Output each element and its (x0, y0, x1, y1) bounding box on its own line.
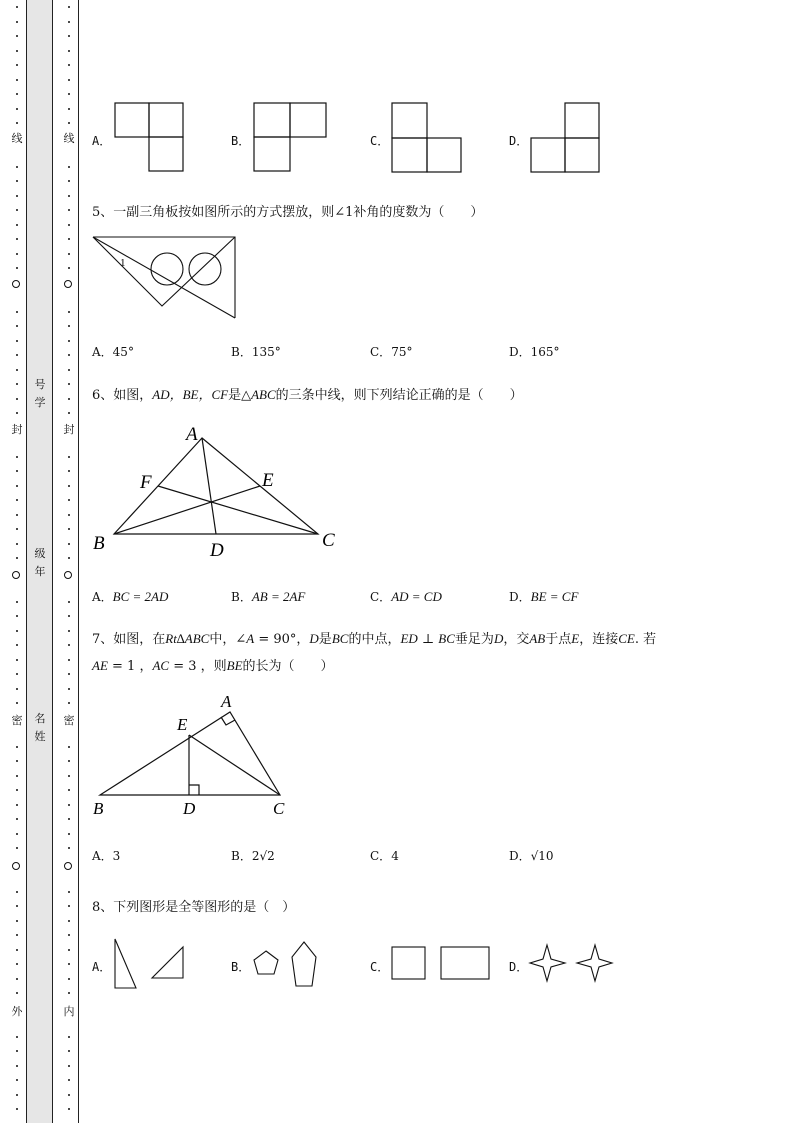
binding-dot (68, 557, 70, 559)
binding-dot (68, 543, 70, 545)
binding-dot (16, 1079, 18, 1081)
q8-option-d-label: D． (509, 960, 529, 974)
inner-char-nei: 内 (63, 1005, 75, 1018)
q4-option-c-figure (391, 102, 463, 174)
outer-circle-3 (12, 862, 20, 870)
q7-point-c: C (273, 799, 285, 818)
binding-dot (16, 485, 18, 487)
binding-dot (16, 195, 18, 197)
binding-dot (16, 166, 18, 168)
binding-dot (68, 630, 70, 632)
binding-dot (68, 847, 70, 849)
binding-dot (68, 166, 70, 168)
binding-dot (16, 238, 18, 240)
q7-point-e: E (177, 715, 188, 734)
binding-dot (16, 949, 18, 951)
field-grade: 级年 (34, 547, 46, 578)
q5-text: 5、一副三角板按如图所示的方式摆放，则∠1补角的度数为（ ） (92, 205, 484, 220)
binding-dot (16, 963, 18, 965)
binding-dot (16, 50, 18, 52)
binding-dot (68, 934, 70, 936)
outer-circle-1 (12, 280, 20, 288)
binding-dot (68, 1108, 70, 1110)
binding-dot (68, 195, 70, 197)
binding-dot (16, 369, 18, 371)
q6-option-c: C．AD = CD (370, 589, 442, 604)
binding-dot (68, 833, 70, 835)
q4-option-b-figure (253, 102, 329, 174)
binding-dot (16, 1108, 18, 1110)
binding-dot (16, 673, 18, 675)
binding-dot (68, 963, 70, 965)
binding-dot (16, 35, 18, 37)
binding-dot (68, 818, 70, 820)
binding-dot (68, 644, 70, 646)
binding-dot (16, 1065, 18, 1067)
q7-option-a: A．3 (92, 849, 121, 863)
binding-dot (68, 688, 70, 690)
inner-circle-1 (64, 280, 72, 288)
binding-dot (16, 833, 18, 835)
inner-circle-3 (64, 862, 72, 870)
q6-option-b: B．AB = 2AF (231, 589, 306, 604)
binding-dot (68, 920, 70, 922)
q7-option-d: D．√10 (509, 849, 554, 863)
outer-char-xian: 线 (11, 132, 23, 145)
q6-option-d: D．BE = CF (509, 589, 579, 604)
binding-dot (68, 1065, 70, 1067)
q7-text-line-2: AE = 1 ，AC = 3 ，则BE的长为（ ） (92, 658, 334, 674)
q8-option-d-figure (529, 944, 615, 984)
q4-option-b-label: B． (231, 134, 251, 148)
binding-dot (68, 224, 70, 226)
binding-dot (68, 760, 70, 762)
binding-dot (68, 949, 70, 951)
q4-option-d-label: D． (509, 134, 529, 148)
binding-dot (16, 267, 18, 269)
binding-dot (16, 818, 18, 820)
q6-point-c: C (322, 530, 335, 551)
q6-point-e: E (262, 470, 274, 491)
q7-text-line-1: 7、如图，在Rt∆ABC中，∠A = 90°，D是BC的中点，ED ⊥ BC垂足为D，交AB于点E，连接CE. 若 (92, 631, 657, 647)
q6-point-b: B (93, 533, 105, 554)
binding-dot (16, 992, 18, 994)
q8-option-b-figure (252, 940, 324, 988)
outer-char-wai: 外 (11, 1005, 23, 1018)
binding-dot (68, 514, 70, 516)
binding-dot (16, 1036, 18, 1038)
inner-char-xian: 线 (63, 132, 75, 145)
q7-point-d: D (183, 799, 196, 818)
binding-dot (68, 746, 70, 748)
q7-figure-right-triangle (92, 690, 297, 818)
binding-dot (68, 122, 70, 124)
binding-dot (68, 79, 70, 81)
inner-cut-line (78, 0, 79, 1123)
binding-dot (16, 746, 18, 748)
inner-circle-2 (64, 571, 72, 579)
binding-dot (68, 702, 70, 704)
binding-dot (68, 209, 70, 211)
q8-option-a-label: A． (92, 960, 112, 974)
binding-dot (68, 775, 70, 777)
binding-dot (68, 659, 70, 661)
inner-char-mi: 密 (63, 714, 75, 727)
binding-dot (68, 311, 70, 313)
binding-dot (68, 267, 70, 269)
binding-dot (16, 64, 18, 66)
binding-dot (16, 108, 18, 110)
binding-dot (68, 1036, 70, 1038)
binding-dot (16, 412, 18, 414)
binding-dot (68, 21, 70, 23)
binding-dot (68, 253, 70, 255)
binding-dot (16, 789, 18, 791)
outer-char-mi: 密 (11, 714, 23, 727)
binding-dot (68, 35, 70, 37)
q5-option-c: C．75° (370, 345, 413, 359)
binding-dot (16, 601, 18, 603)
binding-dot (16, 891, 18, 893)
q8-option-b-label: B． (231, 960, 251, 974)
binding-dot (68, 238, 70, 240)
binding-dot (68, 615, 70, 617)
binding-dot (68, 528, 70, 530)
binding-dot (16, 340, 18, 342)
binding-dot (68, 412, 70, 414)
q6-figure-medians (92, 420, 352, 565)
binding-dot (16, 978, 18, 980)
q8-option-a-figure (113, 938, 187, 990)
binding-dot (68, 1094, 70, 1096)
binding-dot (68, 992, 70, 994)
binding-dot (68, 1079, 70, 1081)
q4-option-d-figure (530, 102, 602, 174)
binding-dot (68, 180, 70, 182)
binding-dot (16, 659, 18, 661)
binding-dot (16, 905, 18, 907)
binding-dot (16, 543, 18, 545)
binding-dot (68, 499, 70, 501)
binding-dot (68, 978, 70, 980)
binding-dot (16, 311, 18, 313)
binding-dot (16, 934, 18, 936)
q5-option-a: A．45° (92, 345, 134, 359)
binding-dot (16, 630, 18, 632)
q5-angle-label: 1 (120, 257, 126, 269)
binding-dot (16, 224, 18, 226)
binding-dot (16, 514, 18, 516)
field-student-number: 号学 (34, 378, 46, 409)
binding-dot (68, 340, 70, 342)
binding-dot (68, 673, 70, 675)
binding-dot (16, 456, 18, 458)
q8-option-c-label: C． (370, 960, 390, 974)
binding-dot (16, 21, 18, 23)
binding-dot (16, 383, 18, 385)
q7-option-c: C．4 (370, 849, 399, 863)
q4-option-c-label: C． (370, 134, 390, 148)
q4-option-a-figure (114, 102, 186, 174)
binding-dot (16, 209, 18, 211)
binding-dot (68, 325, 70, 327)
binding-dot (16, 354, 18, 356)
binding-dot (16, 920, 18, 922)
binding-dot (68, 470, 70, 472)
q7-point-a: A (221, 692, 232, 711)
q6-point-d: D (210, 540, 224, 561)
binding-dot (16, 804, 18, 806)
binding-dot (16, 615, 18, 617)
q5-option-b: B．135° (231, 345, 281, 359)
binding-dot (16, 79, 18, 81)
binding-dot (68, 93, 70, 95)
binding-dot (68, 804, 70, 806)
q6-point-f: F (140, 472, 152, 493)
binding-dot (16, 775, 18, 777)
binding-dot (16, 6, 18, 8)
binding-dot (16, 470, 18, 472)
binding-dot (16, 253, 18, 255)
binding-dot (16, 1050, 18, 1052)
binding-dot (68, 369, 70, 371)
binding-dot (68, 398, 70, 400)
binding-dot (68, 108, 70, 110)
q8-text: 8、下列图形是全等图形的是（ ） (92, 900, 296, 915)
binding-dot (16, 499, 18, 501)
binding-dot (16, 180, 18, 182)
binding-dot (68, 50, 70, 52)
q6-option-a: A．BC = 2AD (92, 589, 169, 604)
binding-dot (68, 6, 70, 8)
binding-dot (16, 325, 18, 327)
q5-option-d: D．165° (509, 345, 560, 359)
binding-dot (16, 688, 18, 690)
binding-dot (68, 383, 70, 385)
binding-dot (16, 528, 18, 530)
binding-dot (16, 398, 18, 400)
binding-dot (16, 760, 18, 762)
outer-circle-2 (12, 571, 20, 579)
binding-dot (16, 93, 18, 95)
q4-option-a-label: A． (92, 134, 112, 148)
outer-char-feng: 封 (11, 423, 23, 436)
q7-option-b: B．2√2 (231, 849, 275, 863)
binding-dot (16, 122, 18, 124)
q6-text: 6、如图，AD，BE，CF是△ABC的三条中线，则下列结论正确的是（ ） (92, 387, 523, 403)
binding-dot (68, 456, 70, 458)
binding-dot (16, 557, 18, 559)
binding-dot (68, 601, 70, 603)
binding-dot (68, 64, 70, 66)
q5-figure-triangle-rulers (92, 236, 238, 320)
binding-dot (68, 891, 70, 893)
binding-dot (16, 702, 18, 704)
inner-char-feng: 封 (63, 423, 75, 436)
binding-dot (68, 789, 70, 791)
q6-point-a: A (186, 424, 198, 445)
binding-dot (68, 905, 70, 907)
binding-dot (68, 354, 70, 356)
binding-dot (16, 1094, 18, 1096)
binding-dot (68, 1050, 70, 1052)
q7-point-b: B (93, 799, 104, 818)
binding-dot (68, 485, 70, 487)
binding-dot (16, 847, 18, 849)
q8-option-c-figure (391, 946, 493, 982)
field-name: 名姓 (34, 712, 46, 743)
binding-dot (16, 644, 18, 646)
